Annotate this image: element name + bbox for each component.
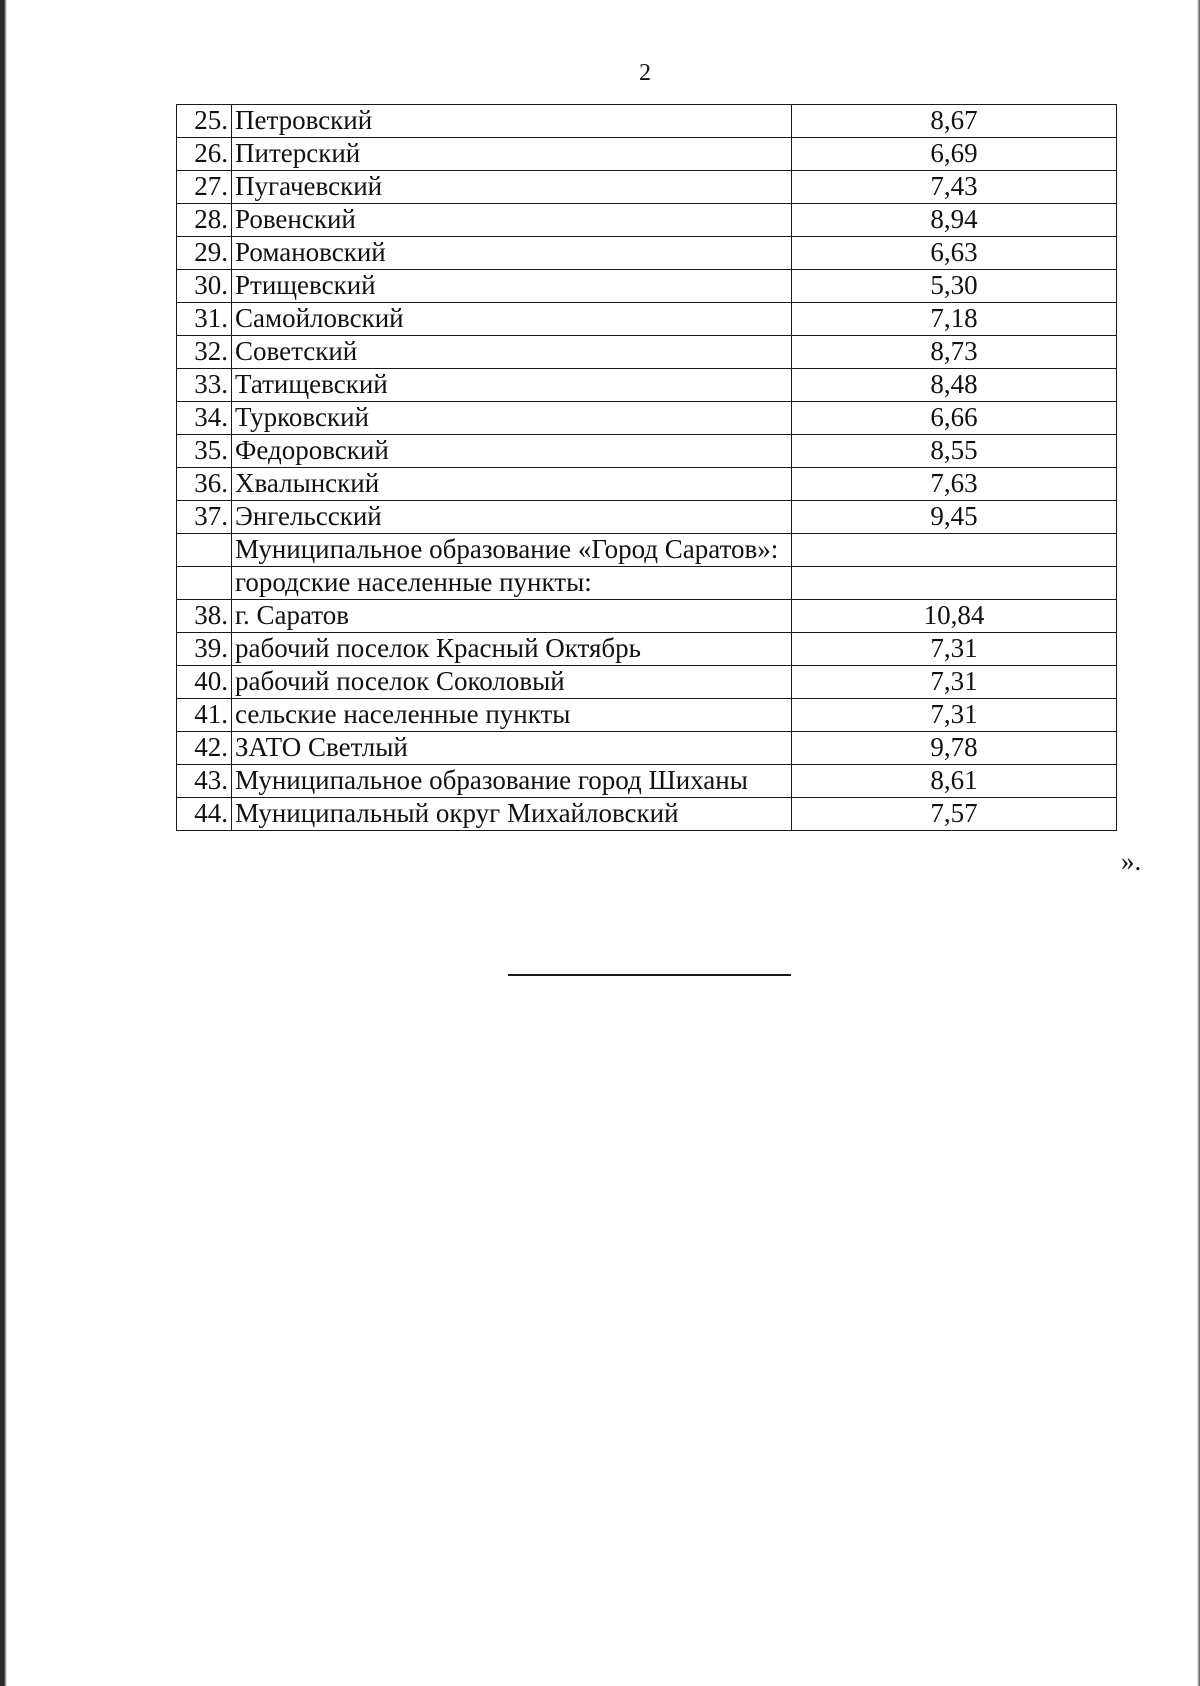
row-number: 38. — [177, 600, 232, 633]
table-row — [177, 270, 1117, 303]
coefficient-value: 8,94 — [792, 204, 1117, 237]
table-row — [177, 369, 1117, 402]
coefficient-value: 6,66 — [792, 402, 1117, 435]
row-number: 35. — [177, 435, 232, 468]
table-row — [177, 732, 1117, 765]
coefficient-value: 8,73 — [792, 336, 1117, 369]
coefficient-value: 7,31 — [792, 666, 1117, 699]
municipality-name: Татищевский — [232, 369, 792, 402]
coefficient-value: 9,78 — [792, 732, 1117, 765]
table-row — [177, 600, 1117, 633]
municipality-name: городские населенные пункты: — [232, 567, 792, 600]
table-row — [177, 468, 1117, 501]
table-row — [177, 171, 1117, 204]
table-row — [177, 138, 1117, 171]
row-number: 42. — [177, 732, 232, 765]
table-row — [177, 237, 1117, 270]
coefficient-value: 5,30 — [792, 270, 1117, 303]
row-number: 31. — [177, 303, 232, 336]
closing-quote: ». — [1121, 846, 1142, 876]
row-number: 36. — [177, 468, 232, 501]
coefficient-value: 7,43 — [792, 171, 1117, 204]
table-row — [177, 798, 1117, 831]
row-number: 37. — [177, 501, 232, 534]
municipality-name: Петровский — [232, 105, 792, 138]
coefficient-value: 7,31 — [792, 633, 1117, 666]
table-row — [177, 501, 1117, 534]
coefficient-value: 10,84 — [792, 600, 1117, 633]
municipality-name: Муниципальное образование город Шиханы — [232, 765, 792, 798]
table-row — [177, 402, 1117, 435]
coefficient-value: 8,55 — [792, 435, 1117, 468]
page-number: 2 — [639, 60, 651, 86]
row-number: 27. — [177, 171, 232, 204]
row-number: 30. — [177, 270, 232, 303]
table-row — [177, 666, 1117, 699]
coefficient-value: 9,45 — [792, 501, 1117, 534]
row-number: 26. — [177, 138, 232, 171]
row-number: 32. — [177, 336, 232, 369]
table-body — [177, 105, 1117, 831]
coefficient-value — [792, 567, 1117, 600]
municipality-name: ЗАТО Светлый — [232, 732, 792, 765]
row-number: 28. — [177, 204, 232, 237]
row-number: 44. — [177, 798, 232, 831]
municipality-name: Пугачевский — [232, 171, 792, 204]
table-row — [177, 567, 1117, 600]
coefficient-value: 8,67 — [792, 105, 1117, 138]
table-row — [177, 336, 1117, 369]
table-row — [177, 534, 1117, 567]
municipality-name: Романовский — [232, 237, 792, 270]
municipality-name: Муниципальное образование «Город Саратов»: — [232, 534, 792, 567]
scan-edge-left — [0, 0, 7, 1686]
municipality-name: г. Саратов — [232, 600, 792, 633]
coefficient-value: 7,31 — [792, 699, 1117, 732]
coefficient-value: 6,63 — [792, 237, 1117, 270]
municipality-name: Советский — [232, 336, 792, 369]
municipality-name: рабочий поселок Соколовый — [232, 666, 792, 699]
row-number — [177, 534, 232, 567]
coefficient-value: 7,63 — [792, 468, 1117, 501]
row-number: 41. — [177, 699, 232, 732]
municipality-name: сельские населенные пункты — [232, 699, 792, 732]
row-number: 43. — [177, 765, 232, 798]
table-row — [177, 633, 1117, 666]
coefficient-value: 7,18 — [792, 303, 1117, 336]
coefficient-value: 8,48 — [792, 369, 1117, 402]
table-row — [177, 204, 1117, 237]
row-number: 33. — [177, 369, 232, 402]
municipality-name: Питерский — [232, 138, 792, 171]
municipality-name: Муниципальный округ Михайловский — [232, 798, 792, 831]
end-rule — [508, 974, 791, 976]
row-number: 34. — [177, 402, 232, 435]
row-number: 25. — [177, 105, 232, 138]
municipality-name: рабочий поселок Красный Октябрь — [232, 633, 792, 666]
table-row — [177, 105, 1117, 138]
table-row — [177, 435, 1117, 468]
municipality-name: Энгельсский — [232, 501, 792, 534]
row-number: 40. — [177, 666, 232, 699]
coefficient-value: 6,69 — [792, 138, 1117, 171]
municipality-name: Ровенский — [232, 204, 792, 237]
row-number — [177, 567, 232, 600]
municipality-name: Самойловский — [232, 303, 792, 336]
coefficient-value: 8,61 — [792, 765, 1117, 798]
municipality-name: Ртищевский — [232, 270, 792, 303]
table-row — [177, 303, 1117, 336]
municipality-name: Турковский — [232, 402, 792, 435]
coefficients-table — [176, 104, 1117, 831]
table-row — [177, 699, 1117, 732]
coefficient-value — [792, 534, 1117, 567]
municipality-name: Федоровский — [232, 435, 792, 468]
municipality-name: Хвалынский — [232, 468, 792, 501]
row-number: 39. — [177, 633, 232, 666]
row-number: 29. — [177, 237, 232, 270]
table-row — [177, 765, 1117, 798]
coefficient-value: 7,57 — [792, 798, 1117, 831]
